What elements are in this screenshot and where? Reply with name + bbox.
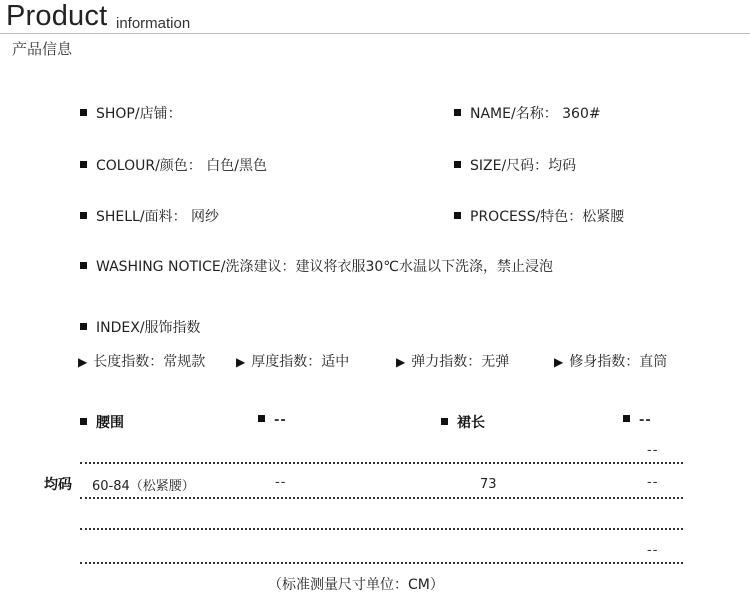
info-washing-text: WASHING NOTICE/洗涤建议：建议将衣服30℃水温以下洗涤，禁止浸泡 (96, 259, 554, 275)
triangle-right-icon: ▶ (78, 355, 88, 369)
index-thickness-text: 厚度指数：适中 (251, 354, 350, 370)
table-cell-length: 73 (480, 477, 497, 492)
table-cell-col2: -- (275, 475, 287, 490)
index-fit (554, 351, 667, 371)
table-header-col4 (623, 412, 652, 428)
table-cell-waist: 60-84（松紧腰） (92, 479, 195, 494)
index-thickness (236, 351, 349, 371)
info-index-text: INDEX/服饰指数 (96, 320, 201, 336)
bullet-square-icon (623, 415, 630, 422)
index-elasticity (396, 351, 509, 371)
table-header-col2 (258, 412, 287, 428)
bullet-square-icon (80, 262, 87, 269)
table-header-waist (80, 412, 124, 432)
info-shop (80, 103, 182, 123)
info-washing (80, 256, 553, 276)
page-title: Product (6, 0, 108, 32)
table-header-extra-dash: -- (647, 443, 659, 458)
bullet-square-icon (80, 161, 87, 168)
bullet-square-icon (454, 212, 461, 219)
triangle-right-icon: ▶ (396, 355, 406, 369)
info-name-text: NAME/名称： 360# (470, 106, 601, 122)
info-shell-text: SHELL/面料： 网纱 (96, 209, 220, 225)
measurement-unit-note: （标准测量尺寸单位：CM） (268, 577, 444, 593)
index-elasticity-text: 弹力指数：无弹 (411, 354, 510, 370)
table-divider (80, 497, 683, 499)
bullet-square-icon (454, 161, 461, 168)
info-shell (80, 206, 219, 226)
table-header-col4-text: -- (639, 413, 652, 428)
header-divider (0, 33, 750, 34)
info-name (454, 103, 601, 123)
info-colour (80, 155, 267, 175)
table-divider (80, 462, 683, 464)
bullet-square-icon (80, 109, 87, 116)
info-shop-text: SHOP/店铺： (96, 106, 182, 122)
triangle-right-icon: ▶ (236, 355, 246, 369)
table-divider (80, 528, 683, 530)
bullet-square-icon (80, 323, 87, 330)
table-divider (80, 562, 683, 564)
bullet-square-icon (258, 415, 265, 422)
page-title-chinese: 产品信息 (12, 40, 73, 58)
bullet-square-icon (80, 212, 87, 219)
page-subtitle: information (116, 15, 191, 32)
table-header-col2-text: -- (274, 413, 287, 428)
info-index (80, 317, 201, 337)
table-header-length-text: 裙长 (457, 415, 485, 431)
table-bottom-dash: -- (647, 543, 659, 558)
bullet-square-icon (80, 418, 87, 425)
info-process-text: PROCESS/特色：松紧腰 (470, 209, 625, 225)
table-header-waist-text: 腰围 (96, 415, 124, 431)
info-process (454, 206, 624, 226)
info-size-text: SIZE/尺码：均码 (470, 158, 577, 174)
bullet-square-icon (441, 418, 448, 425)
info-colour-text: COLOUR/颜色： 白色/黑色 (96, 158, 267, 174)
index-length-text: 长度指数：常规款 (93, 354, 206, 370)
index-length (78, 351, 205, 371)
triangle-right-icon: ▶ (554, 355, 564, 369)
index-fit-text: 修身指数：直筒 (569, 354, 668, 370)
table-row-label: 均码 (44, 477, 72, 493)
bullet-square-icon (454, 109, 461, 116)
table-cell-col4: -- (647, 475, 659, 490)
table-header-length (441, 412, 485, 432)
info-size (454, 155, 576, 175)
